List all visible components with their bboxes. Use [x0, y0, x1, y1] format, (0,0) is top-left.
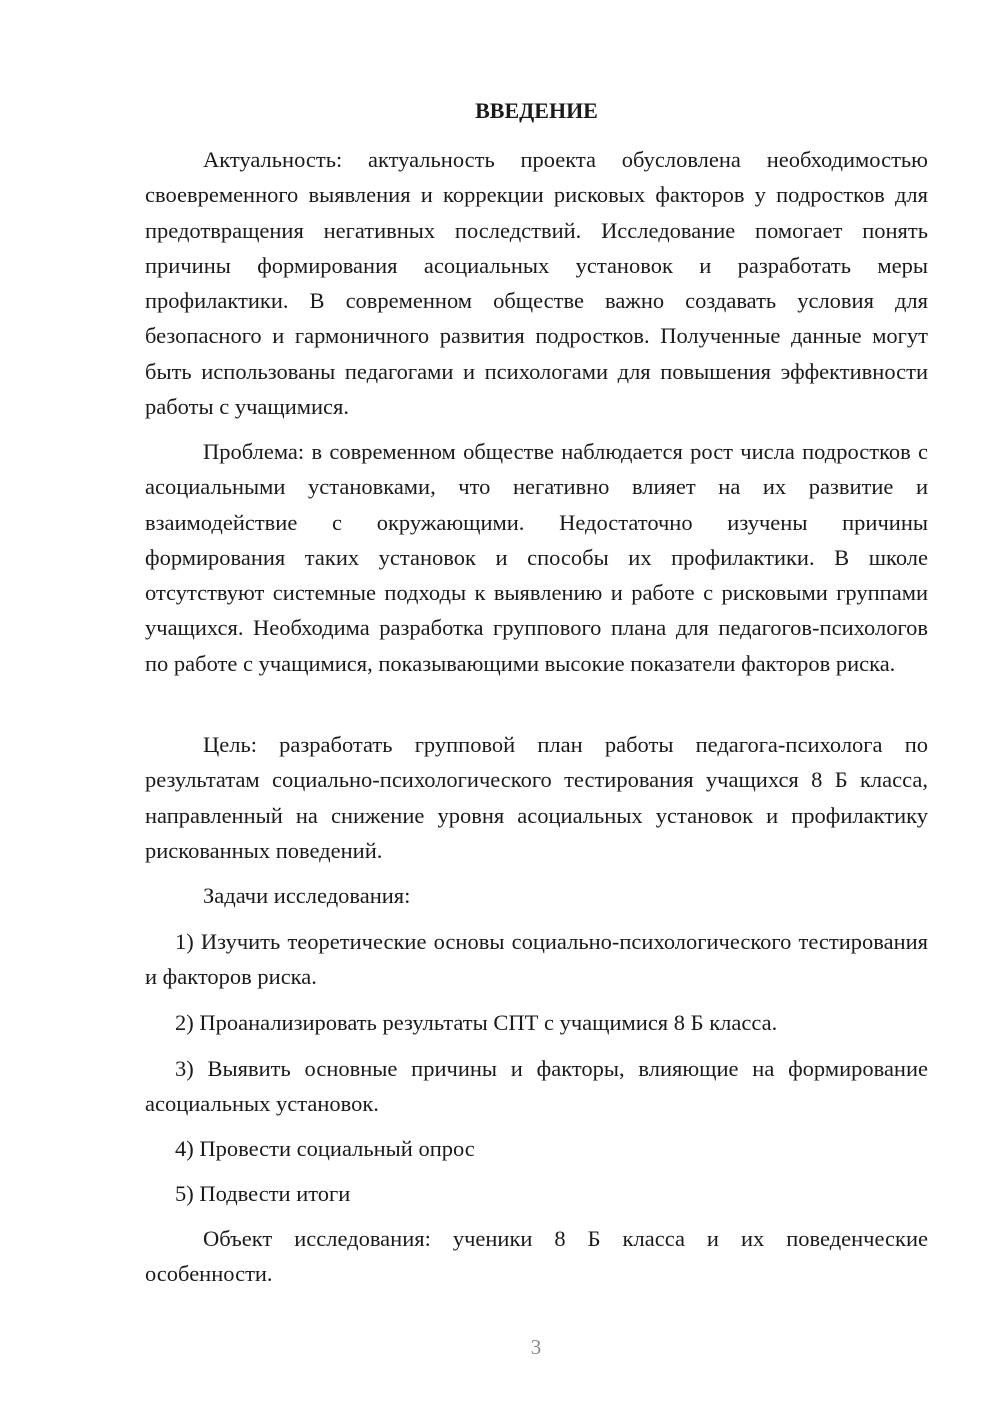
tasks-heading: Задачи исследования:: [203, 883, 411, 908]
task-item-3: 3) Выявить основные причины и факторы, влияющие на формирование асоциальных установок.: [145, 1056, 928, 1117]
goal-paragraph: Цель: разработать групповой план работы педагога-психолога по результатам социально-психологического тестирования учащихся 8 Б класса, направленный на снижение уровня асоциальных установок и профилактику рискованных поведений.: [145, 732, 928, 863]
section-heading: ВВЕДЕНИЕ: [475, 98, 598, 123]
task-item-4: 4) Провести социальный опрос: [175, 1136, 475, 1161]
task-item-1: 1) Изучить теоретические основы социально-психологического тестирования и факторов риска.: [145, 929, 928, 990]
relevance-paragraph: Актуальность: актуальность проекта обусловлена необходимостью своевременного выявления и коррекции рисковых факторов у подростков для предотвращения негативных последствий. Исследование помогает понять причины формирования асоциальных установок и разработать меры профилактики. В современном обществе важно создавать условия для безопасного и гармоничного развития подростков. Полученные данные могут быть использованы педагогами и психологами для повышения эффективности работы с учащимися.: [145, 147, 928, 420]
problem-paragraph: Проблема: в современном обществе наблюдается рост числа подростков с асоциальными установками, что негативно влияет на их развитие и взаимодействие с окружающими. Недостаточно изучены причины формирования таких установок и способы их профилактики. В школе отсутствуют системные подходы к выявлению и работе с рисковыми группами учащихся. Необходима разработка группового плана для педагогов-психологов по работе с учащимися, показывающими высокие показатели факторов риска.: [145, 439, 928, 676]
task-item-5: 5) Подвести итоги: [175, 1181, 351, 1206]
page-number: 3: [530, 1335, 542, 1359]
task-item-2: 2) Проанализировать результаты СПТ с учащимися 8 Б класса.: [175, 1010, 778, 1035]
object-paragraph: Объект исследования: ученики 8 Б класса и их поведенческие особенности.: [145, 1226, 928, 1287]
